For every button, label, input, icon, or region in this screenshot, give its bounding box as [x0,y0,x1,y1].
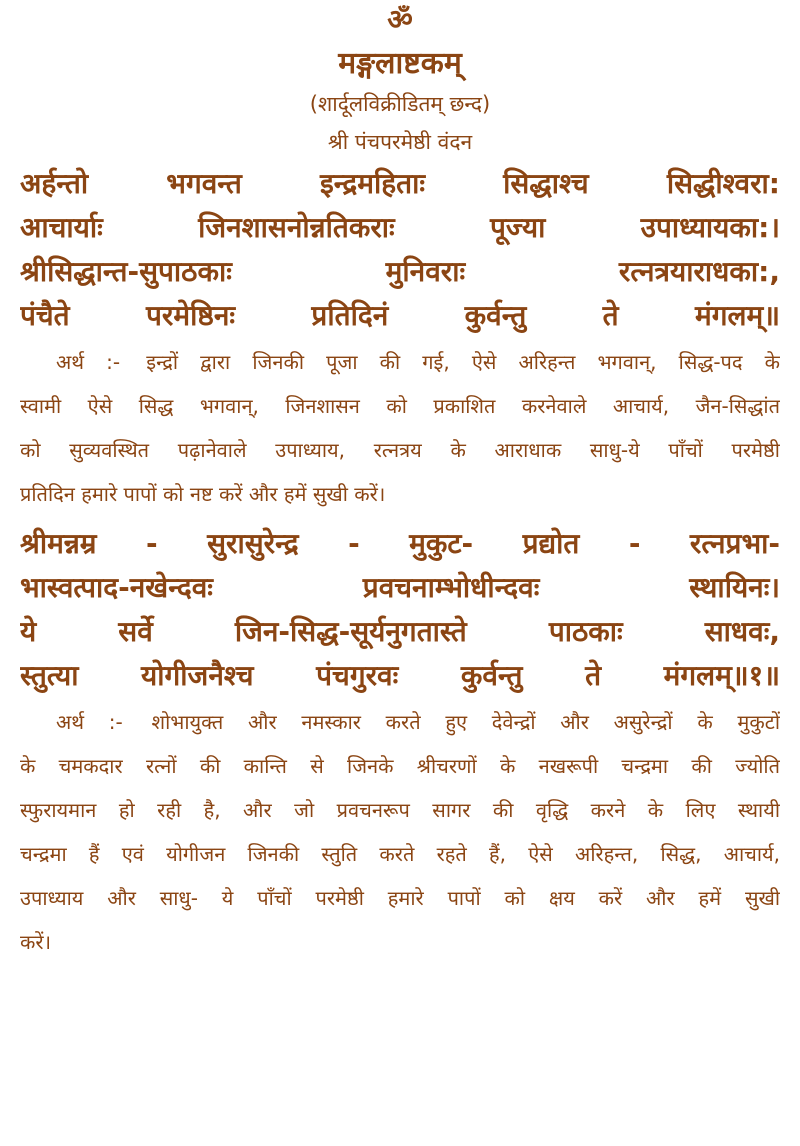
meaning-1-first-text: इन्द्रों द्वारा जिनकी पूजा की गई, ऐसे अरिहन्त भगवान्, सिद्ध-पद के [146,350,780,374]
verse-1-line-2: आचार्याः जिनशासनोन्नतिकराः पूज्या उपाध्यायका:। [20,211,780,244]
meaning-2-line-4: चन्द्रमा हैं एवं योगीजन जिनकी स्तुति करते रहते हैं, ऐसे अरिहन्त, सिद्ध, आचार्य, [20,842,780,866]
meaning-1-label: अर्थ :- [56,350,121,374]
verse-2-line-1: श्रीमन्नम्र - सुरासुरेन्द्र - मुकुट- प्रद्योत - रत्नप्रभा- [20,527,780,560]
verse-2-line-4: स्तुत्या योगीजनैश्च पंचगुरवः कुर्वन्तु ते मंगलम्॥१॥ [20,659,780,692]
invocation-heading: श्री पंचपरमेष्ठी वंदन [327,130,473,154]
meaning-2-line-3: स्फुरायमान हो रही है, और जो प्रवचनरूप सागर की वृद्धि करने के लिए स्थायी [20,798,780,822]
page-title: मङ्गलाष्टकम् [338,46,462,81]
meaning-1-line-3: को सुव्यवस्थित पढ़ानेवाले उपाध्याय, रत्नत्रय के आराधाक साधु-ये पाँचों परमेष्ठी [20,438,780,462]
meaning-2-line-5: उपाध्याय और साधु- ये पाँचों परमेष्ठी हमारे पापों को क्षय करें और हमें सुखी [20,886,780,910]
meaning-2-line-6: करें। [20,930,52,954]
meaning-1-line-1 [20,340,780,384]
meaning-2 [20,700,780,964]
meaning-1 [20,340,780,516]
meaning-2-line-2: के चमकदार रत्नों की कान्ति से जिनके श्रीचरणों के नखरूपी चन्द्रमा की ज्योति [20,754,780,778]
verse-1-line-1: अर्हन्तो भगवन्त इन्द्रमहिताः सिद्धाश्च सिद्धीश्वरा: [20,167,780,200]
verse-1-line-4: पंचैते परमेष्ठिनः प्रतिदिनं कुर्वन्तु ते मंगलम्॥ [20,299,780,332]
verse-1-line-3: श्रीसिद्धान्त-सुपाठकाः मुनिवराः रत्नत्रयाराधका:, [20,255,780,288]
verse-2-line-2: भास्वत्पाद-नखेन्दवः प्रवचनाम्भोधीन्दवः स्थायिनः। [20,571,780,604]
meaning-2-label: अर्थ :- [56,710,123,734]
meaning-2-line-1 [20,700,780,744]
verse-2 [20,522,780,698]
meaning-1-line-2: स्वामी ऐसे सिद्ध भगवान्, जिनशासन को प्रकाशित करनेवाले आचार्य, जैन-सिद्धांत [20,394,780,418]
verse-2-line-3: ये सर्वे जिन-सिद्ध-सूर्यनुगतास्ते पाठकाः साधवः, [20,615,780,648]
verse-1 [20,162,780,338]
meaning-2-first-text: शोभायुक्त और नमस्कार करते हुए देवेन्द्रों और असुरेन्द्रों के मुकुटों [151,710,780,734]
meaning-1-line-4: प्रतिदिन हमारे पापों को नष्ट करें और हमें सुखी करें। [20,482,386,506]
meter-subtitle: (शार्दूलविक्रीडितम् छन्द) [309,92,491,116]
om-symbol: ॐ [387,3,413,36]
